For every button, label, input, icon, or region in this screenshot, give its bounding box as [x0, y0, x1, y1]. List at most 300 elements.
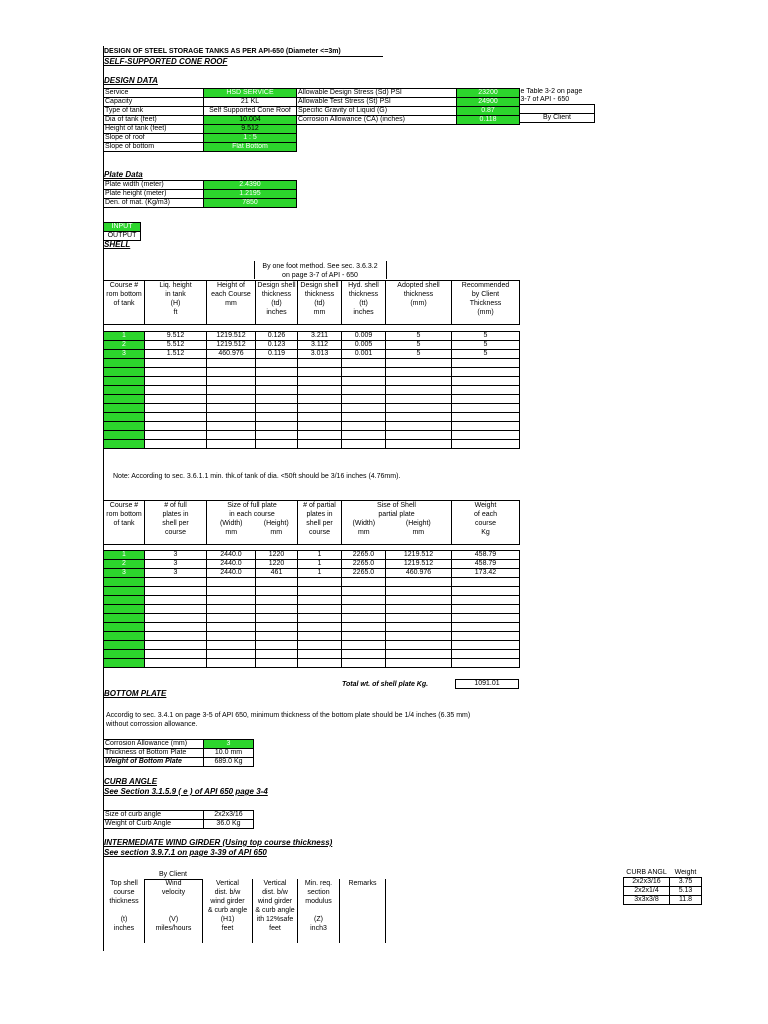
course-input-cell[interactable] [104, 578, 145, 587]
empty-cell [207, 422, 256, 431]
total-shell-weight-value: 1091.01 [456, 680, 519, 689]
empty-cell [207, 641, 256, 650]
full-plate-size-header: Size of full plate in each course (Width) (Height) mm mm [207, 501, 298, 545]
empty-cell [342, 650, 386, 659]
empty-cell [256, 614, 298, 623]
curb-weights-table [623, 869, 702, 905]
empty-cell [452, 578, 520, 587]
course-input-cell[interactable] [104, 614, 145, 623]
wind-velocity-header: Wind velocity (V) miles/hours [145, 879, 203, 943]
empty-cell [298, 368, 342, 377]
empty-cell [207, 632, 256, 641]
cell: 3.112 [298, 341, 342, 350]
empty-cell [452, 614, 520, 623]
empty-cell [452, 587, 520, 596]
empty-cell [207, 605, 256, 614]
course-input-cell[interactable] [104, 368, 145, 377]
table-row [104, 578, 520, 587]
cell: 1219.512 [207, 332, 256, 341]
empty-cell [145, 386, 207, 395]
table-row [104, 811, 254, 820]
empty-cell [342, 605, 386, 614]
section-modulus-header: Min. req. section modulus (Z) inch3 [298, 879, 340, 943]
course-input-cell[interactable] [104, 422, 145, 431]
cell: 0.009 [342, 332, 386, 341]
table-row [104, 605, 520, 614]
empty-cell [298, 377, 342, 386]
cell: 2x2x3/16 [624, 878, 670, 887]
empty-cell [452, 623, 520, 632]
empty-cell [256, 431, 298, 440]
empty-cell [207, 413, 256, 422]
course-input-cell[interactable] [104, 431, 145, 440]
course-number[interactable]: 2 [104, 560, 145, 569]
empty-cell [145, 641, 207, 650]
cell: 1220 [256, 551, 298, 560]
empty-cell [342, 431, 386, 440]
plate-height-input[interactable]: 1.2195 [204, 190, 297, 199]
cell: 1220 [256, 560, 298, 569]
empty-cell [386, 650, 452, 659]
bottom-plate-table [103, 739, 254, 767]
cell: 1219.512 [386, 560, 452, 569]
course-number[interactable]: 2 [104, 341, 145, 350]
cell: 2x2x1/4 [624, 887, 670, 896]
table-row [104, 116, 520, 125]
bottom-plate-text-1: Accordig to sec. 3.4.1 on page 3-5 of API 650, minimum thickness of the bottom plate should be 1/4 inches (6.35 mm) [106, 712, 471, 719]
course-input-cell[interactable] [104, 596, 145, 605]
corrosion-allowance-input[interactable]: 0.118 [457, 116, 520, 125]
legend-input: INPUT [104, 223, 141, 232]
table-row [104, 422, 520, 431]
empty-cell [207, 578, 256, 587]
design-notes [519, 88, 595, 123]
table-row [104, 190, 297, 199]
api-note: 3-7 of API - 650 [520, 96, 570, 103]
course-input-cell[interactable] [104, 605, 145, 614]
table-row [520, 96, 595, 105]
course-input-cell[interactable] [104, 395, 145, 404]
empty-cell [298, 632, 342, 641]
wind-girder-heading: INTERMEDIATE WIND GIRDER (Using top course thickness) [104, 838, 333, 847]
table-row [104, 659, 520, 668]
cell: 0.123 [256, 341, 298, 350]
empty-cell [386, 587, 452, 596]
empty-cell [452, 386, 520, 395]
weight-col-header: Weight [674, 869, 697, 876]
empty-cell [256, 605, 298, 614]
plates-header-table [103, 500, 520, 545]
empty-cell [256, 578, 298, 587]
empty-cell [342, 596, 386, 605]
empty-cell [256, 359, 298, 368]
height-input[interactable]: 9.512 [204, 125, 297, 134]
cell: 5 [386, 341, 452, 350]
empty-cell [207, 614, 256, 623]
empty-cell [342, 578, 386, 587]
course-height-header: Height of each Course mm [207, 281, 256, 325]
tank-type-value: Self Supported Cone Roof [204, 107, 297, 116]
table-row [104, 820, 254, 829]
empty-cell [256, 659, 298, 668]
empty-cell [452, 632, 520, 641]
empty-cell [386, 440, 452, 449]
empty-cell [452, 440, 520, 449]
empty-cell [256, 641, 298, 650]
empty-cell [298, 641, 342, 650]
empty-cell [342, 623, 386, 632]
design-label: Allowable Test Stress (St) PSI [297, 98, 457, 107]
empty-cell [386, 431, 452, 440]
empty-cell [452, 413, 520, 422]
cell: 2440.0 [207, 551, 256, 560]
course-input-cell[interactable] [104, 641, 145, 650]
cell: 1 [298, 560, 342, 569]
plate-label: Plate height (meter) [104, 190, 204, 199]
empty-cell [256, 422, 298, 431]
legend-output: OUTPUT [104, 232, 141, 241]
cell: 11.8 [670, 896, 702, 905]
course-number[interactable]: 1 [104, 551, 145, 560]
cell: 2440.0 [207, 569, 256, 578]
table-row [104, 199, 297, 208]
empty-cell [452, 605, 520, 614]
curb-size-value: 2x2x3/16 [204, 811, 254, 820]
empty-cell [342, 404, 386, 413]
legend [103, 222, 141, 241]
specific-gravity-input[interactable]: 0.87 [457, 107, 520, 116]
empty-cell [256, 404, 298, 413]
empty-cell [298, 605, 342, 614]
table-row [104, 749, 254, 758]
design-label: Corrosion Allowance (CA) (inches) [297, 116, 457, 125]
empty-cell [342, 386, 386, 395]
table-row [104, 181, 297, 190]
cell: 0.119 [256, 350, 298, 359]
cell: 1.512 [145, 350, 207, 359]
adopted-thk-header: Adopted shell thickness (mm) [386, 281, 452, 325]
empty-cell [342, 377, 386, 386]
table-row [104, 632, 520, 641]
empty-cell [298, 596, 342, 605]
design-thk-in-header: Design shell thickness (td) inches [256, 281, 298, 325]
table-row [104, 395, 520, 404]
cell: 0.126 [256, 332, 298, 341]
empty-cell [386, 632, 452, 641]
vert-dist-h1-header: Vertical dist. b/w wind girder & curb angle (H1) feet [203, 879, 253, 943]
course-number[interactable]: 3 [104, 569, 145, 578]
table-row [520, 114, 595, 123]
plate-data-heading: Plate Data [104, 170, 143, 179]
cell: 0.001 [342, 350, 386, 359]
empty-cell [256, 587, 298, 596]
table-row [104, 332, 520, 341]
empty-cell [342, 359, 386, 368]
cell: 458.79 [452, 560, 520, 569]
empty-cell [386, 377, 452, 386]
empty-cell [145, 359, 207, 368]
cell: 0.005 [342, 341, 386, 350]
empty-cell [386, 422, 452, 431]
empty-cell [207, 359, 256, 368]
empty-cell [145, 395, 207, 404]
bottom-plate-heading: BOTTOM PLATE [104, 689, 167, 698]
empty-cell [145, 605, 207, 614]
design-data-table [103, 88, 520, 152]
cell: 1 [298, 569, 342, 578]
empty-cell [386, 596, 452, 605]
empty-cell [145, 422, 207, 431]
cell: 1219.512 [386, 551, 452, 560]
vert-dist-safe-header: Vertical dist. b/w wind girder & curb angle ith 12%safe feet [253, 879, 298, 943]
empty-cell [207, 587, 256, 596]
empty-cell [256, 440, 298, 449]
empty-cell [145, 587, 207, 596]
course-header: Course # rom bottom of tank [104, 501, 145, 545]
empty-cell [298, 395, 342, 404]
course-number[interactable]: 3 [104, 350, 145, 359]
empty-cell [452, 422, 520, 431]
empty-cell [452, 359, 520, 368]
empty-cell [145, 368, 207, 377]
bottom-label: Weight of Bottom Plate [104, 758, 204, 767]
cell: 3 [145, 560, 207, 569]
empty-cell [342, 587, 386, 596]
course-input-cell[interactable] [104, 659, 145, 668]
table-row [104, 107, 520, 116]
table-row [104, 740, 254, 749]
empty-cell [298, 413, 342, 422]
cell: 5 [452, 350, 520, 359]
empty-cell [298, 431, 342, 440]
table-row [104, 143, 520, 152]
table-row [104, 350, 520, 359]
test-stress-input[interactable]: 24900 [457, 98, 520, 107]
plate-label: Den. of mat. (Kg/m3) [104, 199, 204, 208]
empty-cell [207, 596, 256, 605]
empty-cell [145, 659, 207, 668]
empty-cell [298, 650, 342, 659]
curb-label: Weight of Curb Angle [104, 820, 204, 829]
design-label: Capacity [104, 98, 204, 107]
empty-cell [452, 377, 520, 386]
empty-cell [207, 368, 256, 377]
course-input-cell[interactable] [104, 413, 145, 422]
empty-cell [256, 623, 298, 632]
empty-cell [452, 404, 520, 413]
course-header: Course # rom bottom of tank [104, 281, 145, 325]
liq-height-header: Liq. height in tank (H) ft [145, 281, 207, 325]
table-row [624, 887, 702, 896]
by-client-label: By Client [158, 871, 187, 878]
empty-cell [386, 386, 452, 395]
roof-slope-input[interactable]: 1 : 5 [204, 134, 297, 143]
empty-cell [256, 413, 298, 422]
empty-cell [298, 659, 342, 668]
empty-cell [386, 578, 452, 587]
method-note-2: on page 3-7 of API - 650 [282, 272, 358, 279]
design-label: Height of tank (feet) [104, 125, 204, 134]
design-label: Dia of tank (feet) [104, 116, 204, 125]
bottom-slope-input[interactable]: Flat Bottom [204, 143, 297, 152]
table-row [104, 413, 520, 422]
plate-width-input[interactable]: 2.4390 [204, 181, 297, 190]
empty-cell [207, 386, 256, 395]
empty-cell [207, 623, 256, 632]
empty-cell [298, 587, 342, 596]
table-row [104, 650, 520, 659]
bottom-ca-input[interactable]: 3 [204, 740, 254, 749]
full-plates-header: # of full plates in shell per course [145, 501, 207, 545]
table-row [104, 89, 520, 98]
course-input-cell[interactable] [104, 377, 145, 386]
course-input-cell[interactable] [104, 587, 145, 596]
table-row [624, 896, 702, 905]
table-row [104, 569, 520, 578]
course-input-cell[interactable] [104, 359, 145, 368]
empty-cell [386, 413, 452, 422]
empty-cell [342, 440, 386, 449]
bottom-thk-value: 10.0 mm [204, 749, 254, 758]
empty-cell [256, 377, 298, 386]
course-number[interactable]: 1 [104, 332, 145, 341]
empty-cell [386, 395, 452, 404]
shell-table [103, 331, 520, 449]
table-row [104, 431, 520, 440]
empty-cell [207, 377, 256, 386]
design-label: Service [104, 89, 204, 98]
curb-angle-sub: See Section 3.1.5.9 ( e ) of API 650 page 3-4 [104, 787, 268, 796]
empty-cell [256, 596, 298, 605]
empty-cell [256, 395, 298, 404]
course-input-cell[interactable] [104, 440, 145, 449]
partial-plates-header: # of partial plates in shell per course [298, 501, 342, 545]
capacity-value: 21 KL [204, 98, 297, 107]
course-input-cell[interactable] [104, 623, 145, 632]
diameter-input[interactable]: 10.004 [204, 116, 297, 125]
table-row [104, 587, 520, 596]
table-row [104, 359, 520, 368]
empty-cell [207, 431, 256, 440]
plate-data-table [103, 180, 297, 208]
table-row [104, 614, 520, 623]
design-stress-input[interactable]: 23200 [457, 89, 520, 98]
empty-cell [452, 596, 520, 605]
cell: 2265.0 [342, 551, 386, 560]
course-input-cell[interactable] [104, 650, 145, 659]
bottom-plate-text-2: without corrossion allowance. [106, 721, 198, 728]
empty-cell [256, 632, 298, 641]
curb-label: Size of curb angle [104, 811, 204, 820]
empty-cell [342, 368, 386, 377]
cell: 461 [256, 569, 298, 578]
api-note: e Table 3-2 on page [520, 88, 583, 95]
cell: 3.013 [298, 350, 342, 359]
table-row [104, 596, 520, 605]
partial-plate-size-header: Sise of Shell partial plate (Width) (Height) mm mm [342, 501, 452, 545]
cell: 3 [145, 551, 207, 560]
cell: 9.512 [145, 332, 207, 341]
table-row [520, 105, 595, 114]
empty-cell [207, 395, 256, 404]
total-shell-weight-label: Total wt. of shell plate Kg. [342, 681, 429, 688]
empty-cell [145, 431, 207, 440]
table-row [104, 386, 520, 395]
table-row [104, 641, 520, 650]
course-input-cell[interactable] [104, 404, 145, 413]
empty-cell [207, 404, 256, 413]
empty-cell [342, 632, 386, 641]
design-label: Allowable Design Stress (Sd) PSI [297, 89, 457, 98]
empty-cell [145, 578, 207, 587]
shell-heading: SHELL [104, 240, 131, 249]
empty-cell [298, 422, 342, 431]
cell: 3x3x3/8 [624, 896, 670, 905]
empty-cell [145, 413, 207, 422]
empty-cell [386, 659, 452, 668]
design-label: Type of tank [104, 107, 204, 116]
empty-cell [342, 614, 386, 623]
empty-cell [298, 386, 342, 395]
density-input[interactable]: 7850 [204, 199, 297, 208]
empty-cell [256, 386, 298, 395]
cell: 1 [298, 551, 342, 560]
service-input[interactable]: HSD SERVICE [204, 89, 297, 98]
cell: 3 [145, 569, 207, 578]
empty-cell [298, 359, 342, 368]
empty-cell [386, 368, 452, 377]
table-row [104, 551, 520, 560]
cell: 3.211 [298, 332, 342, 341]
divider [386, 261, 387, 279]
cell: 5.512 [145, 341, 207, 350]
design-label: Slope of bottom [104, 143, 204, 152]
table-row [104, 125, 520, 134]
design-label: Slope of roof [104, 134, 204, 143]
empty-cell [342, 395, 386, 404]
empty-cell [207, 659, 256, 668]
course-input-cell[interactable] [104, 632, 145, 641]
empty-cell [298, 614, 342, 623]
plates-table [103, 550, 520, 668]
cell: 460.976 [207, 350, 256, 359]
table-row [104, 623, 520, 632]
empty-cell [452, 650, 520, 659]
course-input-cell[interactable] [104, 386, 145, 395]
empty-cell [298, 440, 342, 449]
table-row [456, 680, 519, 689]
empty-cell [145, 614, 207, 623]
cell: 460.976 [386, 569, 452, 578]
empty-cell [145, 650, 207, 659]
cell: 2265.0 [342, 569, 386, 578]
empty-cell [256, 368, 298, 377]
wind-girder-table [103, 879, 386, 943]
cell: 5.13 [670, 887, 702, 896]
doc-subtitle: SELF-SUPPORTED CONE ROOF [104, 57, 228, 66]
table-row [104, 758, 254, 767]
empty-cell [342, 413, 386, 422]
curb-angle-table [103, 810, 254, 829]
empty-cell [207, 650, 256, 659]
cell: 5 [386, 350, 452, 359]
empty-cell [298, 578, 342, 587]
table-row [104, 560, 520, 569]
empty-cell [145, 596, 207, 605]
recommended-thk-header: Recommended by Client Thickness (mm) [452, 281, 520, 325]
empty-cell [145, 623, 207, 632]
design-thk-mm-header: Design shell thickness (td) mm [298, 281, 342, 325]
